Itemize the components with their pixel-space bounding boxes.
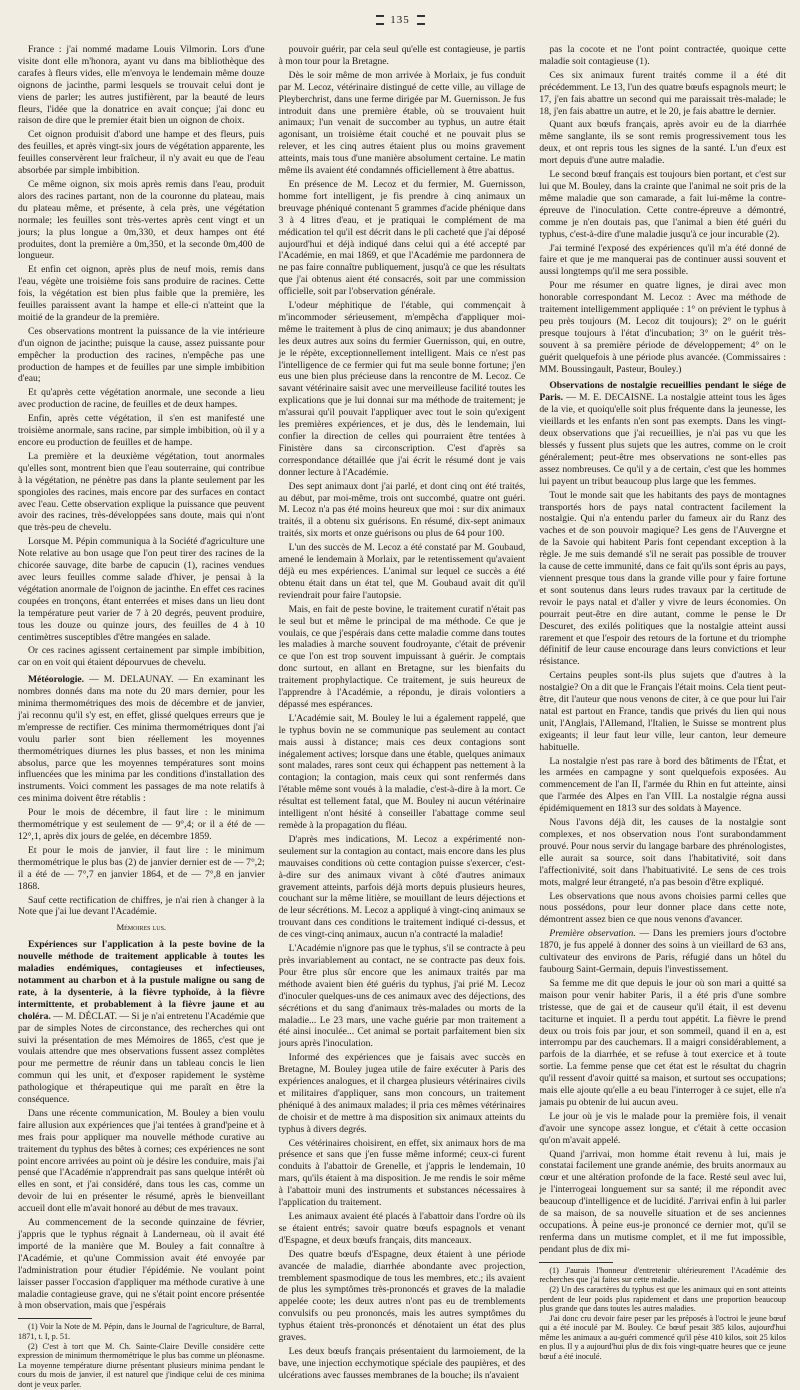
paragraph: Et pour le mois de janvier, il faut lire : le minimum thermométrique le plus bas (2) de janvier dernier est de — 7°,2; il a été de — 7°,7 en janvier 1864, et de — 7°,8 en janvier 1868. [18,844,265,892]
footnote: (2) Un des caractères du typhus est que les animaux qui en sont atteints perdent de leur poids plus rapidement et dans une proportion beaucoup plus grande que dans toutes les autres maladies. [539,1284,786,1314]
paragraph: Quant aux bœufs français, après avoir eu de la diarrhée même sanglante, ils se sont remis progressivement tous les deux, et ont repris tous les signes de la santé. L'un d'eux est mort depuis d'une autre maladie. [539,119,786,167]
paragraph: Des quatre bœufs d'Espagne, deux étaient à une période avancée de maladie, diarrhée abondante avec projection, tremblement spasmodique de tous les membres, etc.; ils avaient de plus les symptômes très-prononcés et graves de la maladie appelée coote; les deux autres n'ont pas eu de tremblements convulsifs ou peu prononcés, mais les autres symptômes du typhus étaient très-prononcés et dénotaient un état des plus graves. [278,1248,526,1344]
paragraph: La nostalgie n'est pas rare à bord des bâtiments de l'État, et les armées en campagne y sont quelquefois exposées. Au commencement de l'an II, l'armée du Rhin en fut atteinte, ainsi que l'armée des Alpes en l'an VIII. La nostalgie régna aussi épidémiquement en 1813 sur des soldats à Mayence. [539,755,786,815]
paragraph: Et enfin cet oignon, après plus de neuf mois, remis dans l'eau, végète une troisième fois sans produire de racines. Cette fois, la végétation est bien plus faible que la première, les feuilles paraissent avant la hampe et elle-ci n'atteint que la moitié de la grandeur de la première. [18,264,265,323]
section-title: Expériences sur l'application à la peste bovine de la nouvelle méthode de traitement applicable à toutes les maladies endémiques, contagieuses et infectieuses, notamment au charbon et à la pustule maligne ou sang de rate, à la dysenterie, à la fièvre typhoïde, à la fièvre intermittente, et probablement à la fièvre jaune et au choléra. [18,939,265,1022]
paragraph: France : j'ai nommé madame Louis Vilmorin. Lors d'une visite dont elle m'honora, ayant vu dans ma bibliothèque des carafes à fleurs vides, elle m'envoya le lendemain même douze oignons de jacinthe, parmi lesquels se trouvait celui dont je viens de parler; les autres justifièrent, par la beauté de leurs fleurs, l'idée que la donatrice en avait conçue; j'ai donc eu raison de dire que le premier était bien un oignon de choix. [18,44,265,127]
page-header [0,14,800,26]
paragraph: Les deux bœufs français présentaient du larmoiement, de la bave, une injection ecchymotique spéciale des paupières, et des ulcérations avec fausses membranes de la bouche; ils n'avaient [278,1345,526,1381]
section-title: Météorologie. [28,674,85,686]
column-3 [539,44,786,1390]
footnote: (2) C'est à tort que M. Ch. Sainte-Claire Deville considère cette expression de minimum thermométrique le plus bas comme un pléonasme. La moyenne température diurne présentant plusieurs minima pendant le cours du mois de janvier, il est naturel que j'indique celui de ces minima dont je veux parler. [18,1341,265,1389]
paragraph: L'odeur méphitique de l'étable, qui commençait à m'incommoder sérieusement, m'empêcha d'appliquer moi-même le traitement à plus de cinq animaux; je dus abandonner les deux autres aux soins du fermier Guernisson, qui, en outre, je le répète, exceptionnellement intelligent. Mais ce n'est pas l'intelligence de ce fermier qui fut ma seule bonne fortune; j'en eus une bien plus précieuse dans la rencontre de M. Lecoz. Ce savant vétérinaire saisit avec une merveilleuse facilité toutes les explications que je lui donnai sur ma méthode de traitement; je m'assurai qu'il pouvait l'appliquer avec tout le soin qu'exigent les premières expériences, et je dus, dès le lendemain, lui confier la direction de celles qui pourraient être tentées à Finistère dans sa circonscription. C'est d'après sa correspondance détaillée que j'ai écrit le résumé dont je vais donner lecture à l'Académie. [278,300,526,478]
paragraph: Nous l'avons déjà dit, les causes de la nostalgie sont complexes, et nos observation nous l'ont surabondamment prouvé. Pour nous servir du langage barbare des phrénologistes, elle aurait sa source, soit dans l'habitativité, soit dans l'affectionivité, soit dans l'habituativité. Le sens de ces trois mots, malgré leur étrangeté, n'a pas besoin d'être expliqué. [539,817,786,888]
paragraph: La première et la deuxième végétation, tout anormales qu'elles sont, montrent bien que l'eau souterraine, qui contribue à la végétation, ne pénètre pas dans la plante seulement par les spongioles des racines, mais encore par des surfaces en contact avec l'eau. Cette observation explique la puissance que peuvent avoir des racines, très-développées sans doute, mais qui n'ont que très-peu de chevelu. [18,450,265,534]
paragraph: Pour me résumer en quatre lignes, je dirai avec mon honorable correspondant M. Lecoz : Avec ma méthode de traitement intelligemment appliquée : 1° on prévient le typhus à peu près toujours (M. Lecoz dit toujours); 2° on le guérit presque toujours à l'état d'incubation; 3° on le guérit très-souvent à sa première période de développement; 4° on le guérit quelquefois à une période plus avancée. (Commissaires : MM. Boussingault, Pasteur, Bouley.) [539,280,786,375]
footnote: (1) Voir la Note de M. Pépin, dans le Journal de l'agriculture, de Barral, 1871, t. I, p. 51. [18,1322,265,1341]
paragraph: Dans une récente communication, M. Bouley a bien voulu faire allusion aux expériences que j'ai tentées à grand'peine et à mes frais pour appliquer ma nouvelle méthode curative au traitement du typhus des bêtes à cornes; ces expériences ne sont point encore arrivées au point où je désire les conduire, mais j'ai pensé que l'Académie n'apprendrait pas sans quelque intérêt où elles en sont, et j'ai considéré, dans tous les cas, comme un devoir de lui en présenter le résumé, après le bienveillant accueil dont elle m'avait honoré au début de mes travaux. [18,1107,265,1215]
paragraph: Ce même oignon, six mois après remis dans l'eau, produit alors des racines partant, non de la couronne du plateau, mais du plateau même, et présente, à cela près, une végétation normale; les feuilles sont très-vertes après cent vingt et un jours; la plus longue a 0m,330, et deux hampes ont été produites, dont la première a 0m,350, et la seconde 0m,400 de longueur. [18,178,265,262]
footnotes [539,1266,786,1362]
paragraph: L'Académie sait, M. Bouley le lui a également rappelé, que le typhus bovin ne se communique pas seulement au contact mais aussi à distance; mais ces deux contagions sont inégalement actives; lorsque dans une étable, quelques animaux sont malades, rares sont ceux qui échappent pas nettement à la contagion; la contagion, mais ceux qui sont renfermés dans l'étable même sont voués à la maladie, c'est-à-dire à la mort. Ce résultat est tellement fatal, que M. Bouley ni aucun vétérinaire intelligent n'ont hésité à conseiller l'abattage comme seul remède à la propagation du fléau. [278,712,526,831]
paragraph: J'ai terminé l'exposé des expériences qu'il m'a été donné de faire et que je me manquerai pas de continuer aussi souvent et aussi longtemps qu'il me sera possible. [539,242,786,278]
column-2 [279,44,526,1390]
page-number: 135 [390,14,410,26]
paragraph: Et qu'après cette végétation anormale, une seconde a lieu avec production de racine, de feuilles et de deux hampes. [18,387,265,411]
observation-lead: Première observation. [549,928,636,940]
footnote-rule [539,1262,613,1263]
header-ornament [376,15,384,25]
footnote: J'ai donc cru devoir faire peser par les préposés à l'octroi le jeune bœuf qui a été inoculé par M. Bouley. Ce bœuf pesait 385 kilos, aujourd'hui même les animaux a au-guéri commencé qu'il pèse 410 kilos, soit 25 kilos en plus. Il y a aujourd'hui plus de dix fois vingt-quatre heures que ce jeune bœuf a été inoculé. [539,1313,786,1362]
paragraph: Or ces racines agissent certainement par simple imbibition, car on en voit qui étaient dépourvues de chevelu. [18,645,265,669]
paragraph [539,928,786,976]
paragraph: pouvoir guérir, par cela seul qu'elle est contagieuse, je partis à mon tour pour la Bretagne. [278,44,526,67]
paragraph: En présence de M. Lecoz et du fermier, M. Guernisson, homme fort intelligent, je fis prendre à cinq animaux un breuvage phéniqué contenant 5 grammes d'acide phénique dans 3 à 4 litres d'eau, et je pratiquai le complément de ma médication tel qu'il est décrit dans le pli cacheté que j'ai déposé aujourd'hui et déjà indiqué dans celui qui a été accepté par l'Académie, en mai 1869, et que l'Académie me pardonnera de ne pas faire connaître publiquement, jusqu'à ce que les résultats que j'ai obtenus aient été consacrés, soit par une commission officielle, soit par l'observation générale. [278,178,526,298]
section-text: — Si je n'ai entretenu l'Académie que par de simples Notes de circonstance, des recherches qui ont suivi la présentation de mes Mémoires de 1865, c'est que je voulais attendre que mes observations fussent assez complètes pour me permettre de réunir dans un tableau concis le lien commun qui les unit, et d'exposer rapidement le système pathologique et thérapeutique qui me paraît en être la conséquence. [18,1010,265,1106]
paragraph: Le jour où je vis le malade pour la première fois, il venait d'avoir une syncope assez longue, et c'était à cette occasion qu'on m'avait appelé. [539,1110,786,1146]
paragraph: L'Académie n'ignore pas que le typhus, s'il se contracte à peu près invariablement au contact, ne se contracte pas deux fois. Pour être plus sûr encore que les animaux traités par ma méthode avaient bien été guéris du typhus, j'ai prié M. Lecoz d'inoculer quelques-uns de ces animaux avec des déjections, des sécrétions et du sang d'animaux très-malades ou morts de la maladie... Le 23 mars, une vache guérie par mon traitement a été ainsi inoculée... Cet animal se portait parfaitement bien six jours après l'inoculation. [278,943,526,1050]
paragraph: Les animaux avaient été placés à l'abattoir dans l'ordre où ils se étaient entrés; savoir quatre bœufs espagnols et venant d'Espagne, et deux bœufs français, dits manceaux. [278,1211,526,1246]
paragraph: Des sept animaux dont j'ai parlé, et dont cinq ont été traités, au début, par moi-même, trois ont succombé, quatre ont guéri. M. Lecoz n'a pas été moins heureux que moi : sur dix animaux traités, il a obtenu six guérisons. En résumé, dix-sept animaux traités, six morts et onze guérisons ou plus de 64 pour 100. [278,480,526,540]
section-text: La nostalgie atteint tous les âges de la vie, et quoiqu'elle soit plus fréquente dans la jeunesse, les vieillards et les enfants n'en sont pas exempts. Dans les vingt-deux observations que j'ai recueillies, je n'ai pas vu que les blessés y fussent plus sujets que les autres, comme on le croit généralement; peut-être mes observations ne sont-elles pas assez nombreuses. Ce qu'il y a de certain, c'est que les hommes lui payent un tribut beaucoup plus large que les femmes. [539,392,787,487]
paragraph: pas la cocote et ne l'ont point contractée, quoique cette maladie soit contagieuse (1). [539,44,786,67]
section-author: — M. DELAUNAY. [89,674,174,686]
paragraph: Cet oignon produisit d'abord une hampe et des fleurs, puis des feuilles, et après vingt-six jours de végétation apparente, les feuilles conservèrent leur fraîcheur, il n'y avait eu que de l'eau absorbée par simple imbibition. [18,129,265,177]
column-1 [18,44,265,1390]
footnote: (1) J'aurais l'honneur d'entretenir ultérieurement l'Académie des recherches que j'ai faites sur cette maladie. [539,1265,786,1285]
subsection-label: Mémoires lus. [116,922,167,933]
paragraph: L'un des succès de M. Lecoz a été constaté par M. Goubaud, amené le lendemain à Morlaix, par le retentissement qu'avaient déjà eu mes expériences. L'animal sur lequel ce succès a été obtenu était dans un état tel, que M. Goubaud avait dit qu'il reviendrait pour faire l'autopsie. [278,542,526,601]
paragraph: Le second bœuf français est toujours bien portant, et c'est sur lui que M. Bouley, dans la crainte que l'animal ne soit pris de la même maladie que son camarade, a fait lui-même la contre-épreuve de l'inoculation. Cette contre-épreuve a démontré, comme je n'en doutais pas, que l'animal a bien été guéri du typhus, c'est-à-dire d'une maladie jusqu'à ce jour incurable (2). [539,169,786,240]
section-text: — En examinant les nombres donnés dans ma note du 20 mars dernier, pour les minima thermométriques des mois de décembre et de janvier, j'ai reconnu qu'il s'y est, en effet, glissé quelques erreurs que je m'empresse de rectifier. Ces minima thermométriques dont j'ai voulu parler sont bien réellement les moyennes thermométriques diurnes les plus basses, et non les minima absolus, parce que les moyennes températures sont moins influencées que les minima par les conditions d'installation des instruments. Voici comment les passages de ma note relatifs à ces minima doivent être rétablis : [18,674,265,805]
footnotes [18,1322,265,1389]
paragraph: Enfin, après cette végétation, il s'en est manifesté une troisième anormale, sans racine, par simple imbibition, où il y a encore eu production de feuilles et de hampe. [18,413,265,448]
paragraph: Certains peuples sont-ils plus sujets que d'autres à la nostalgie? On a dit que le Français l'était moins. Cela tient peut-être, dit l'auteur que nous venons de citer, à ce que pour lui l'air natal est partout en France, tandis que privés du lien qui nous unit, l'Anglais, l'Allemand, l'Italien, le Suisse se montrent plus exigeants; il leur faut leur ville, leur canton, leur demeure habituelle. [539,670,786,753]
section-heading [18,939,265,1106]
paragraph: Au commencement de la seconde quinzaine de février, j'appris que le typhus régnait à Landerneau, où il avait été importé de la manière que M. Bouley a fait connaître à l'Académie, et qu'une Commission avait été envoyée par l'administration pour étudier l'épidémie. Ne voulant point laisser passer l'occasion d'appliquer ma méthode curative à une maladie contagieuse grave, qui ne s'était point encore présentée à mon observation, mais que j'espérais [18,1217,265,1312]
paragraph: Quand j'arrivai, mon homme était revenu à lui, mais je constatai facilement une grande anémie, des bruits anormaux au cœur et une altération profonde de la face. Resté seul avec lui, je l'interrogeai longuement sur sa santé; il me répondit avec beaucoup d'intelligence et de lucidité. J'arrivai enfin à lui parler de sa maison, de sa nouvelle situation et de ses anciennes occupations. À peine eus-je prononcé ce dernier mot, qu'il se renferma dans un mutisme complet, et il me fut impossible, pendant plus de dix mi- [539,1148,786,1255]
paragraph: Dès le soir même de mon arrivée à Morlaix, je fus conduit par M. Lecoz, vétérinaire distingué de cette ville, au village de Pleyberchrist, dans une ferme dirigée par M. Guernisson. Je fus introduit dans une première étable, où se trouvaient huit animaux; l'un venait de succomber au typhus, un autre était agonisant, un troisième était couché et ne pouvait plus se relever, et les cinq autres étaient plus ou moins gravement atteints, mais tous d'une manière absolument certaine. Le matin même ils avaient été condamnés officiellement à être abattus. [278,69,526,177]
paragraph: Mais, en fait de peste bovine, le traitement curatif n'était pas le seul but et même le principal de ma méthode. Ce que je voulais, ce que j'espérais dans cette maladie comme dans toutes les maladies à marche souvent foudroyante, c'était de prévenir ce que l'on est trop souvent impuissant à guérir. Je comptais donc surtout, en allant en Bretagne, sur les bienfaits du traitement prophylactique. Ce traitement, je suis heureux de l'apprendre à l'Académie, a répondu, je dirais volontiers a dépassé mes espérances. [278,603,526,710]
paragraph: Pour le mois de décembre, il faut lire : le minimum thermométrique y est seulement de — 9°,4; or il a été de — 12°,1, après dix jours de gelée, en décembre 1859. [18,807,265,842]
section-title: Observations de nostalgie recueillies pendant le siége de Paris. [539,380,786,404]
section-author: — M. E. DECAISNE. [566,392,655,404]
paragraph: Ces vétérinaires choisirent, en effet, six animaux hors de ma présence et sans que j'en fusse même informé; ceux-ci furent conduits à l'abattoir de Grenelle, et j'appris le lendemain, 10 mars, qu'ils étaient à ma disposition. Je me rendis le soir même à l'abattoir muni des instruments et substances nécessaires à l'application du traitement. [278,1137,526,1209]
footnote-rule [18,1318,92,1319]
paragraph: Lorsque M. Pépin communiqua à la Société d'agriculture une Note relative au bon usage que l'on peut tirer des racines de la chicorée sauvage, dite barbe de capucin (1), racines vendues avec leurs feuilles comme salade d'hiver, je pensai à la végétation anormale de l'oignon de jacinthe. En effet ces racines coupées en tronçons, étant enterrées et mises dans un lieu dont la température peut varier de 7 à 20 degrés, peuvent produire, tous les douze ou quinze jours, des feuilles de 4 à 10 centimètres susceptibles d'être mangées en salade. [18,536,265,643]
paragraph: D'après mes indications, M. Lecoz a expérimenté non-seulement sur la contagion au contact, mais encore dans les plus mauvaises conditions où cette contagion puisse s'exercer, c'est-à-dire sur des animaux vivant à côté d'autres animaux gravement atteints, parfois déjà morts depuis plusieurs heures, couchant sur la même litière, se mouillant de leurs déjections et de leur sécrétions. M. Lecoz a appliqué à vingt-cinq animaux se trouvant dans ces conditions le traitement indiqué ci-dessus, et de ces vingt-cinq animaux, aucun n'a contracté la maladie! [278,833,526,941]
text-columns [18,44,787,1389]
paragraph: Sauf cette rectification de chiffres, je n'ai rien à changer à la Note que j'ai lue devant l'Académie. [18,894,265,918]
paragraph: Ces six animaux furent traités comme il a été dit précédemment. Le 13, l'un des quatre bœufs espagnols meurt; le 17, j'en fais abattre un second qui me paraissait très-malade; le 18, j'en fais abattre un autre, et le 20, je fais abattre le dernier. [539,69,786,117]
paragraph: Sa femme me dit que depuis le jour où son mari a quitté sa maison pour venir habiter Paris, il a été pris d'une sombre tristesse, que de gai et de causeur qu'il était, il est devenu taciturne et inquiet. Il a perdu tout appétit. La fièvre le prend deux ou trois fois par jour, et son sommeil, quand il en a, est interrompu par des cauchemars. Il a maigri considérablement, a parfois de la diarrhée, et se refuse à tout exercice et à toute sortie. La femme pense que cet état est le résultat du chagrin qu'il ressent d'avoir quitté sa maison, et surtout ses occupations; mais elle ajoute qu'elle a eu beau l'interroger à ce sujet, elle n'a jamais pu obtenir de lui aucun aveu. [539,977,786,1108]
section-heading [539,380,786,487]
paragraph-text: — Dans les premiers jours d'octobre 1870, je fus appelé à donner des soins à un vieillard de 63 ans, cultivateur des environs de Paris, réfugié dans un hôtel du faubourg Saint-Germain, depuis l'investissement. [539,928,786,975]
paragraph: Les observations que nous avons choisies parmi celles que nous possédons, pour leur donner place dans cette note, démontrent assez bien ce que nous venons d'avancer. [539,890,786,926]
section-author: — M. DÉCLAT. [53,1010,117,1022]
header-ornament [417,15,425,25]
paragraph: Ces observations montrent la puissance de la vie intérieure d'un oignon de jacinthe; puisque la cause, assez puissante pour empêcher la production des racines, n'empêche pas une production de hampes et de feuilles par une simple imbibition d'eau; [18,325,265,385]
paragraph: Informé des expériences que je faisais avec succès en Bretagne, M. Bouley jugea utile de faire exécuter à Paris des expériences analogues, et il chargea plusieurs vétérinaires civils et militaires d'appliquer, sans mon concours, un traitement phéniqué à des animaux malades; il pria ces mêmes vétérinaires de choisir et de mettre à ma disposition six animaux atteints du typhus à divers degrés. [278,1052,526,1135]
section-heading [18,674,265,805]
paragraph: Tout le monde sait que les habitants des pays de montagnes transportés hors de pays natal contractent facilement la nostalgie. Qui n'a entendu parler du fameux air du Ranz des vaches et de son pouvoir magique? Les gens de l'Auvergne et de la Savoie qui habitent Paris font cependant exception à la règle. Je me suis demandé s'il ne serait pas possible de trouver la cause de cette immunité, dans ce fait qu'ils sont épris au pays, viennent presque tous dans la grande ville pour y faire fortune et sont soutenus dans leurs rudes travaux par la certitude de revoir le pays natal et d'aller y vivre de leurs économies. On pourrait peut-être en dire autant, comme le pense le Dr Descuret, des exilés politiques que la nostalgie atteint aussi rarement et que l'espoir des retours de la fortune et du triomphe définitif de leur cause encourage dans leurs convictions et leur résistance. [539,489,786,668]
